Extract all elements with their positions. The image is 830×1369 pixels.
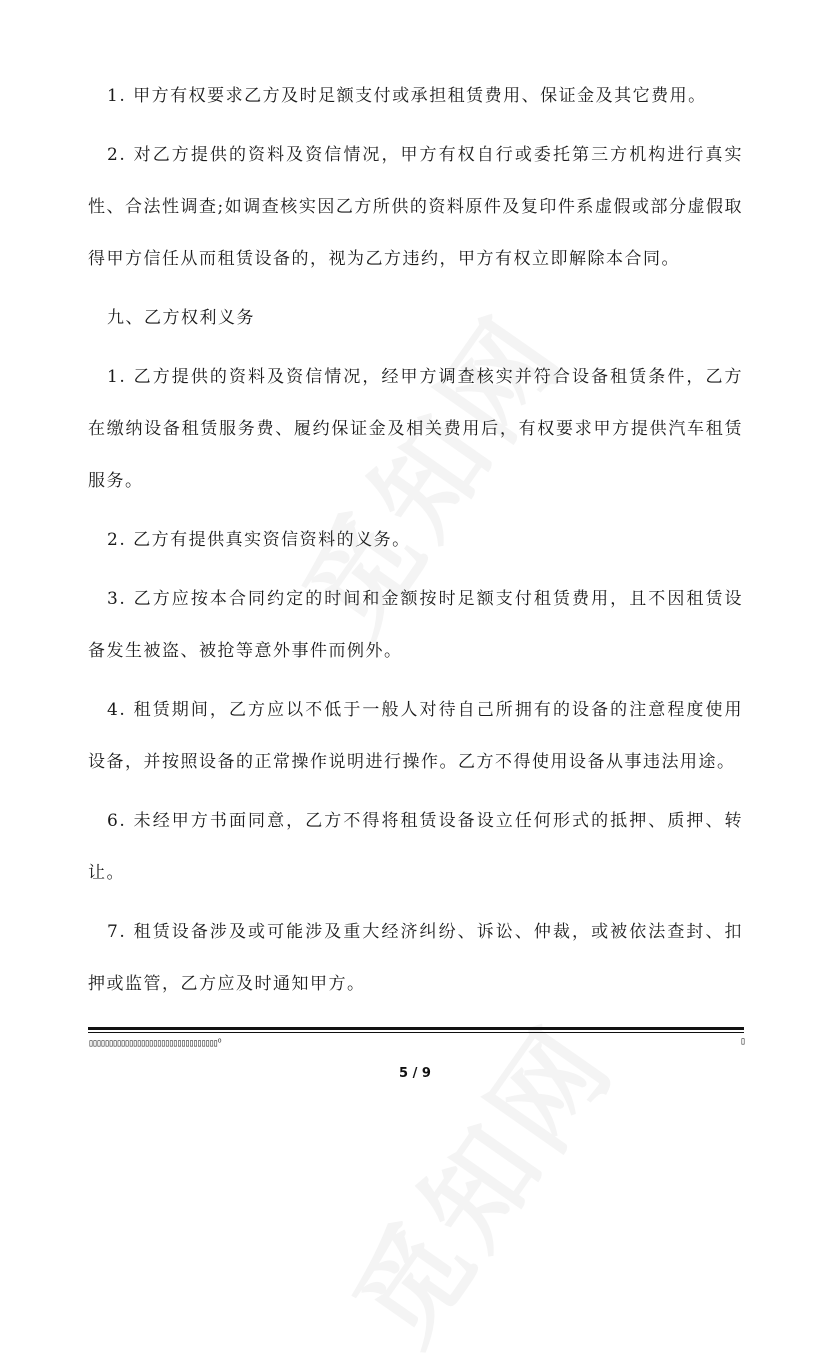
- footer-right-text: ▯: [740, 1036, 747, 1047]
- paragraph-party-a-right-2: 2. 对乙方提供的资料及资信情况，甲方有权自行或委托第三方机构进行真实性、合法性调查;如调查核实因乙方所供的资料原件及复印件系虚假或部分虚假取得甲方信任从而租赁设备的，视为乙方违约，甲方有权立即解除本合同。: [88, 145, 743, 269]
- paragraph-party-b-3: 3. 乙方应按本合同约定的时间和金额按时足额支付租赁费用，且不因租赁设备发生被盗、被抢等意外事件而例外。: [88, 589, 743, 661]
- page-body: [88, 70, 743, 1017]
- paragraph-party-a-right-1: 1. 甲方有权要求乙方及时足额支付或承担租赁费用、保证金及其它费用。: [107, 86, 707, 106]
- footer-left-text: ▯▯▯▯▯▯▯▯▯▯▯▯▯▯▯▯▯▯▯▯▯▯▯▯▯▯▯▯▯▯▯▯ᴼ: [88, 1038, 221, 1049]
- footer-divider-thick: [88, 1027, 744, 1030]
- section-heading-party-b: 九、乙方权利义务: [107, 308, 255, 328]
- paragraph-party-b-4: 4. 租赁期间，乙方应以不低于一般人对待自己所拥有的设备的注意程度使用设备，并按照设备的正常操作说明进行操作。乙方不得使用设备从事违法用途。: [88, 700, 743, 772]
- footer-divider-thin: [88, 1032, 744, 1033]
- paragraph-party-b-1: 1. 乙方提供的资料及资信情况，经甲方调查核实并符合设备租赁条件，乙方在缴纳设备租赁服务费、履约保证金及相关费用后，有权要求甲方提供汽车租赁服务。: [88, 367, 743, 491]
- paragraph-party-b-2: 2. 乙方有提供真实资信资料的义务。: [107, 530, 411, 550]
- watermark-lower: [311, 989, 643, 1369]
- page-number: 5 / 9: [399, 1066, 431, 1081]
- paragraph-party-b-6: 6. 未经甲方书面同意，乙方不得将租赁设备设立任何形式的抵押、质押、转让。: [88, 811, 743, 883]
- paragraph-party-b-7: 7. 租赁设备涉及或可能涉及重大经济纠纷、诉讼、仲裁，或被依法查封、扣押或监管，乙方应及时通知甲方。: [88, 922, 743, 994]
